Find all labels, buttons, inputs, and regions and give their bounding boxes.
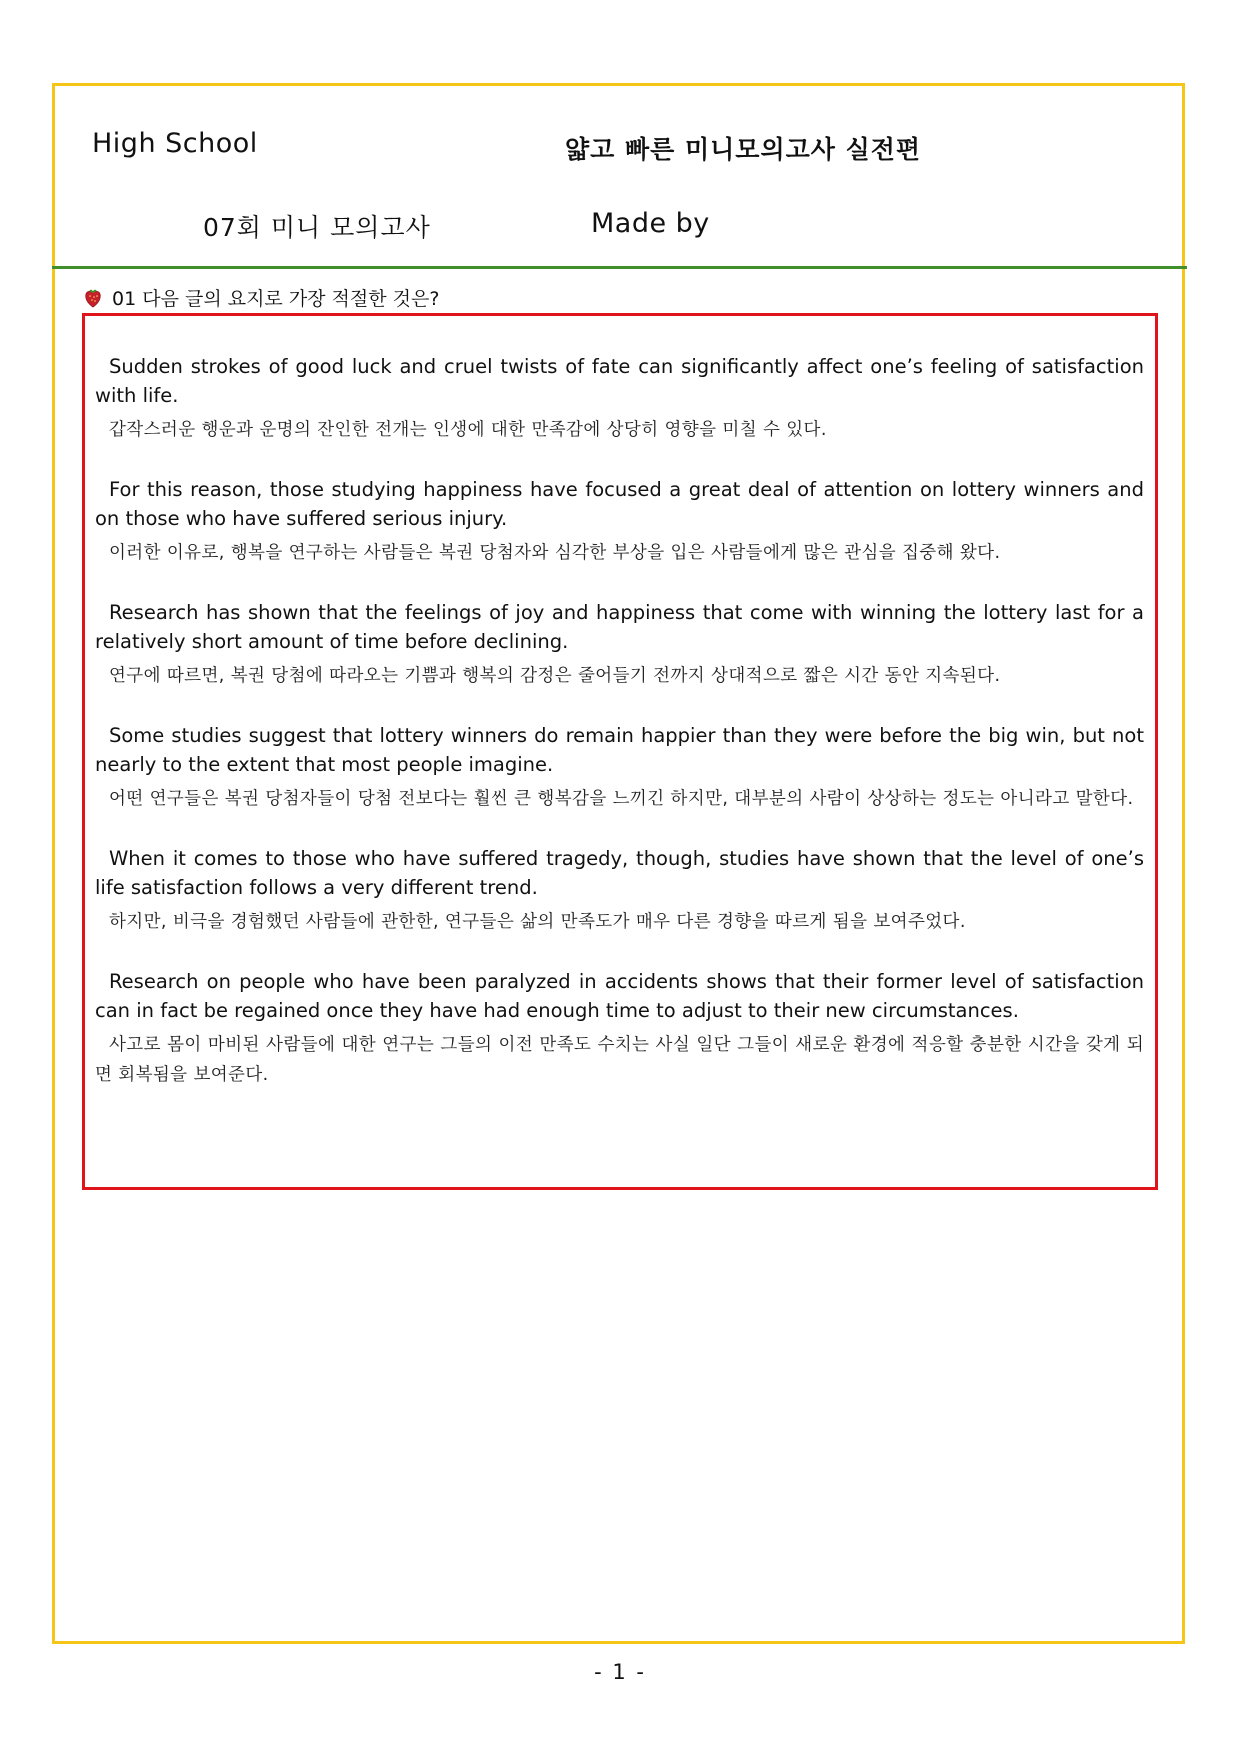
strawberry-icon — [84, 288, 102, 308]
header-divider — [52, 266, 1187, 269]
english-sentence: Research has shown that the feelings of joy and happiness that come with winning the lottery last for a relatively short amount of time before declining. — [95, 601, 1144, 653]
korean-translation: 연구에 따르면, 복권 당첨에 따라오는 기쁨과 행복의 감정은 줄어들기 전까지 상대적으로 짧은 시간 동안 지속된다. — [109, 666, 1001, 686]
korean-translation: 하지만, 비극을 경험했던 사람들에 관한한, 연구들은 삶의 만족도가 매우 다른 경향을 따르게 됨을 보여주었다. — [109, 912, 966, 932]
english-sentence: Research on people who have been paralyzed in accidents shows that their former level of satisfaction can in fact be regained once they have had enough time to adjust to their new circumstances. — [95, 970, 1144, 1022]
page-number: - 1 - — [594, 1660, 646, 1684]
sentence-pair-2 — [95, 475, 1144, 568]
sentence-pair-3 — [95, 598, 1144, 691]
english-sentence: Sudden strokes of good luck and cruel twists of fate can significantly affect one’s feeling of satisfaction with life. — [95, 355, 1144, 407]
korean-translation: 이러한 이유로, 행복을 연구하는 사람들은 복권 당첨자와 심각한 부상을 입은 사람들에게 많은 관심을 집중해 왔다. — [109, 543, 1001, 563]
sentence-pair-1 — [95, 352, 1144, 445]
made-by-label: Made by — [591, 208, 710, 239]
series-title: 얇고 빠른 미니모의고사 실전편 — [565, 135, 922, 164]
korean-translation: 갑작스러운 행운과 운명의 잔인한 전개는 인생에 대한 만족감에 상당히 영향을 미칠 수 있다. — [109, 420, 827, 440]
question-text: 01 다음 글의 요지로 가장 적절한 것은? — [112, 288, 440, 310]
english-sentence: When it comes to those who have suffered tragedy, though, studies have shown that the level of one’s life satisfaction follows a very different trend. — [95, 847, 1144, 899]
round-title: 07회 미니 모의고사 — [203, 213, 431, 242]
sentence-pair-6 — [95, 967, 1144, 1090]
sentence-pair-5 — [95, 844, 1144, 937]
korean-translation: 사고로 몸이 마비된 사람들에 대한 연구는 그들의 이전 만족도 수치는 사실 일단 그들이 새로운 환경에 적응할 충분한 시간을 갖게 되면 회복됨을 보여준다. — [95, 1035, 1144, 1085]
sentence-pair-4 — [95, 721, 1144, 814]
question-heading — [84, 284, 439, 311]
passage-box — [82, 313, 1158, 1190]
school-label: High School — [92, 128, 258, 159]
english-sentence: For this reason, those studying happiness have focused a great deal of attention on lottery winners and on those who have suffered serious injury. — [95, 478, 1144, 530]
english-sentence: Some studies suggest that lottery winners do remain happier than they were before the big win, but not nearly to the extent that most people imagine. — [95, 724, 1144, 776]
korean-translation: 어떤 연구들은 복권 당첨자들이 당첨 전보다는 훨씬 큰 행복감을 느끼긴 하지만, 대부분의 사람이 상상하는 정도는 아니라고 말한다. — [109, 789, 1134, 809]
